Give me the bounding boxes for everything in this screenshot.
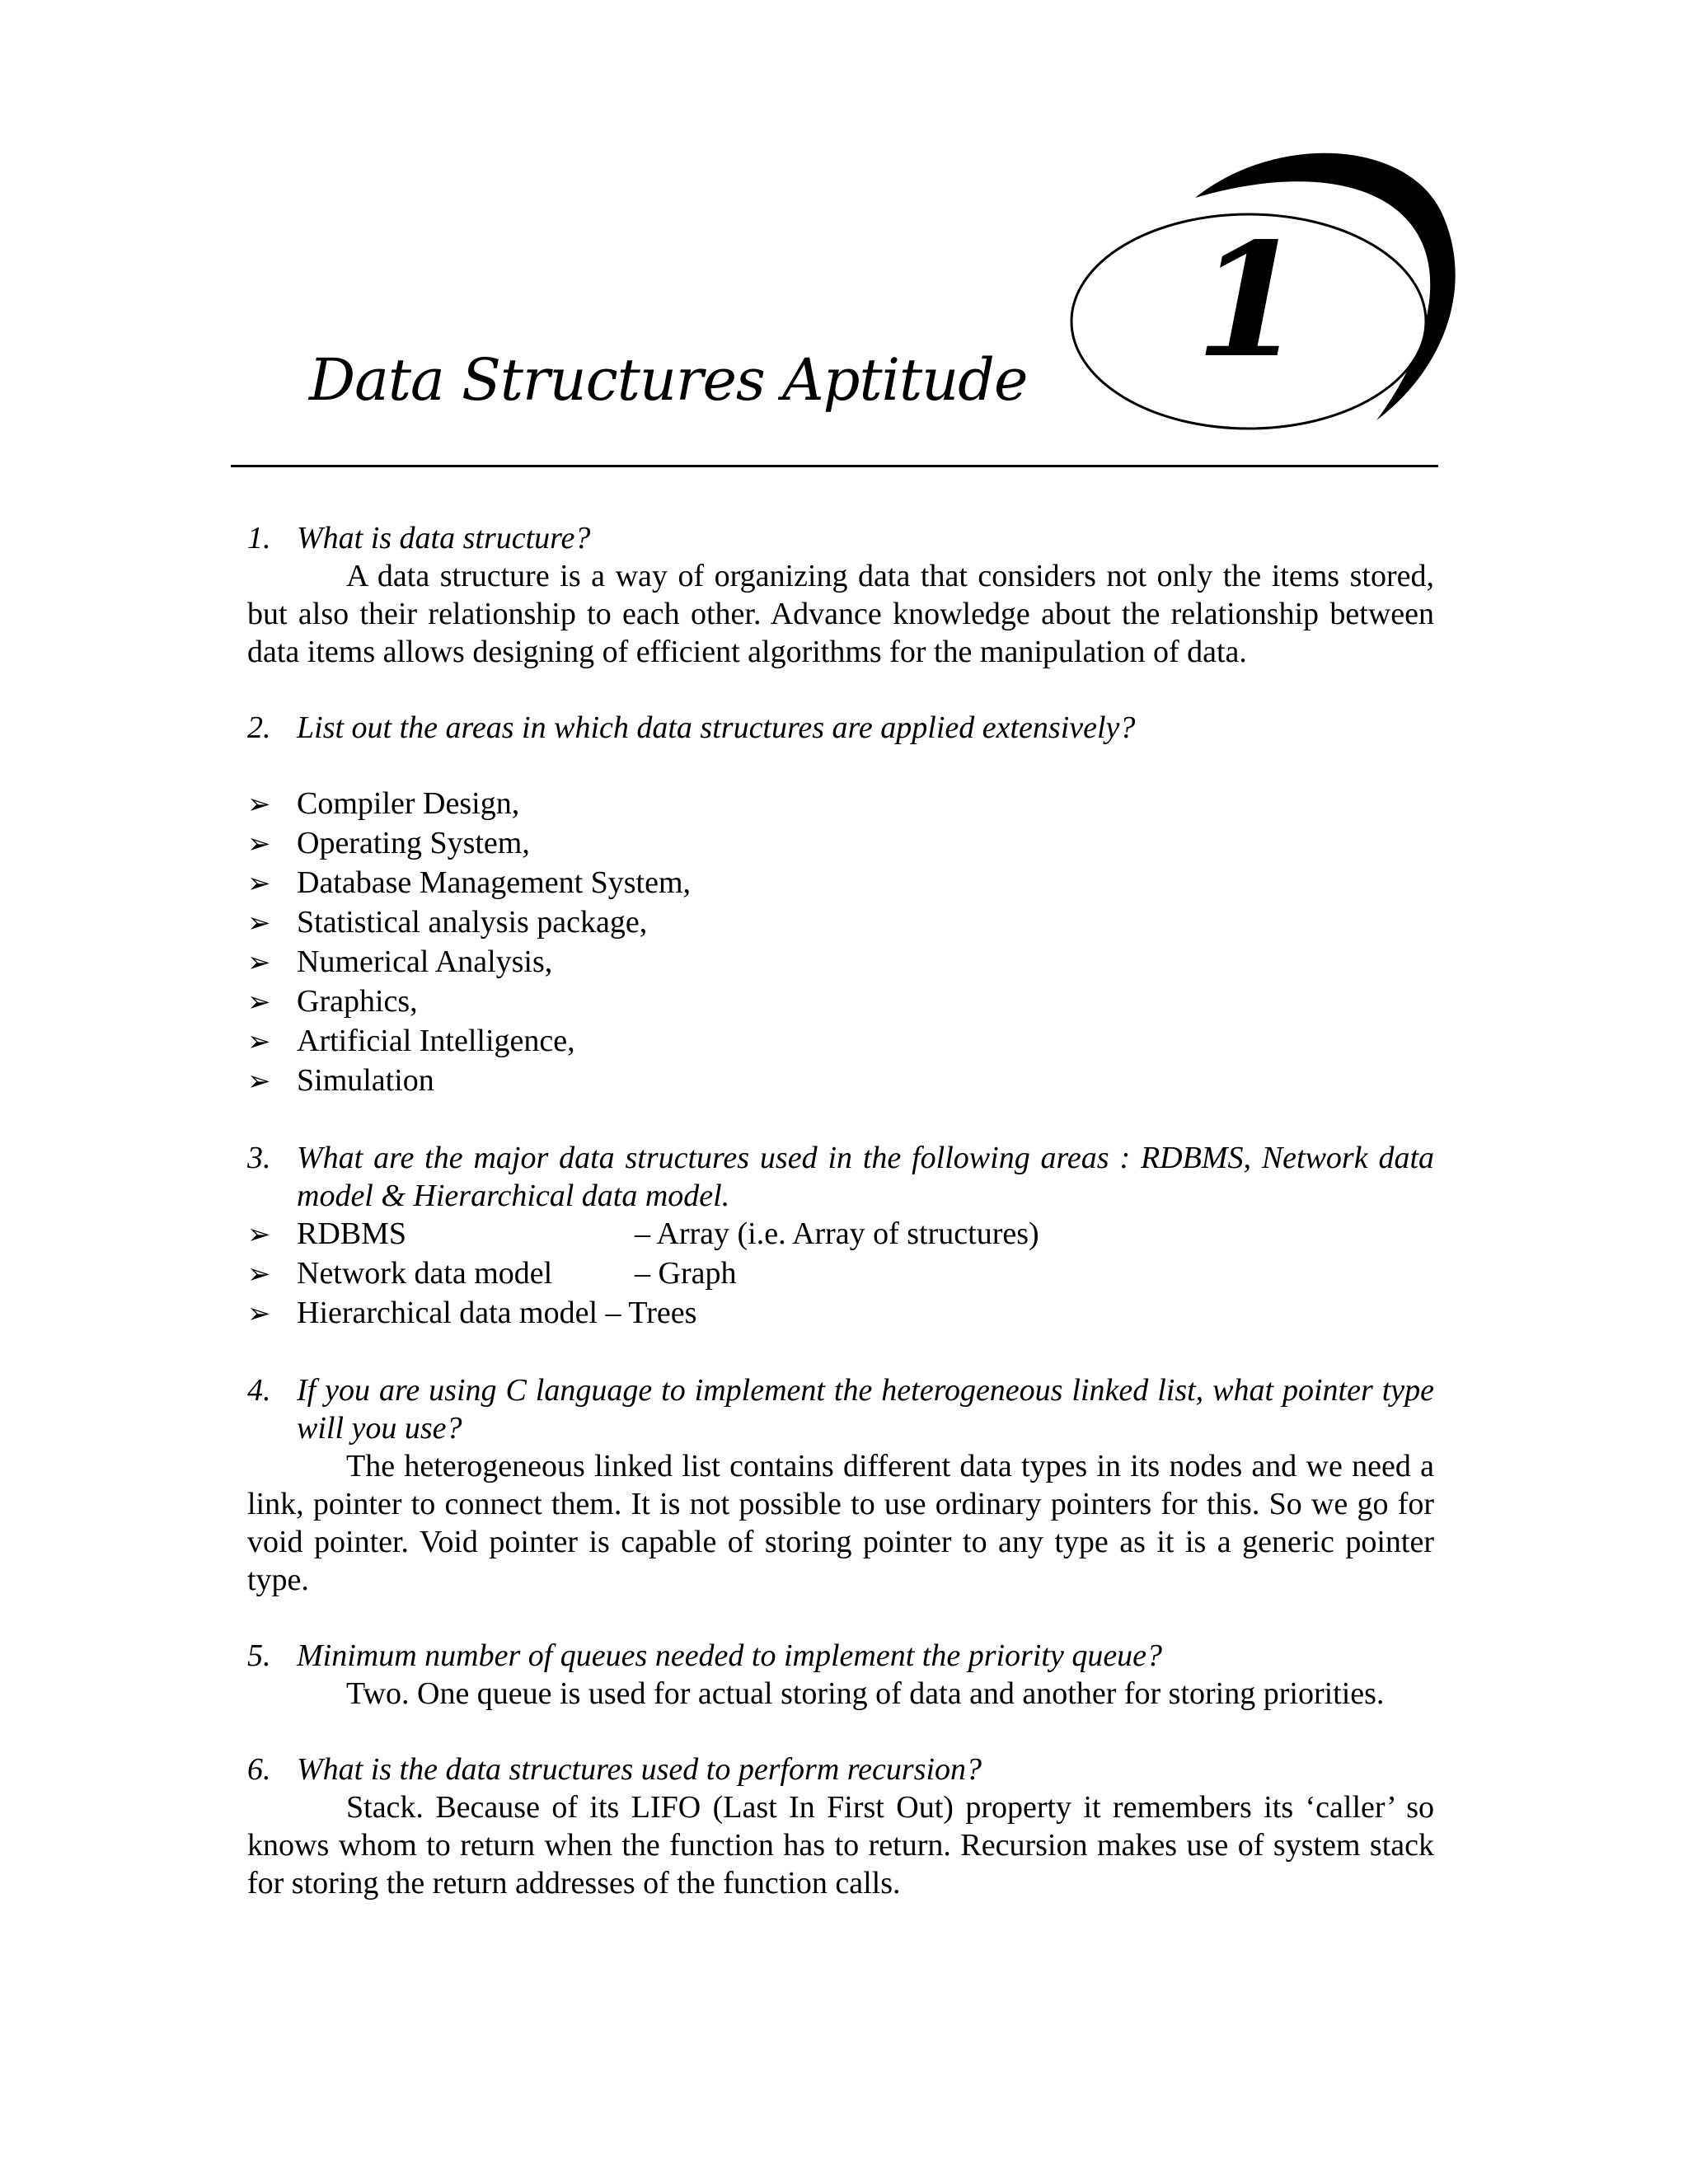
arrow-bullet-icon: ➢ (247, 1220, 271, 1250)
question-number: 3. (247, 1141, 271, 1175)
chapter-title: Data Structures Aptitude (309, 346, 1028, 414)
arrow-bullet-icon: ➢ (247, 1027, 271, 1057)
list-item: ➢ Graphics, (247, 982, 1434, 1022)
question-text: Minimum number of queues needed to implement the priority queue? (297, 1638, 1163, 1673)
question-6 (247, 1750, 1434, 1902)
question-1 (247, 519, 1434, 671)
areas-list (247, 785, 1434, 1101)
list-item: ➢ Statistical analysis package, (247, 903, 1434, 943)
question-5 (247, 1637, 1434, 1713)
arrow-bullet-icon: ➢ (247, 790, 271, 820)
question-number: 2. (247, 710, 271, 745)
list-item: ➢ Database Management System, (247, 864, 1434, 903)
arrow-bullet-icon: ➢ (247, 908, 271, 939)
question-4 (247, 1371, 1434, 1599)
arrow-bullet-icon: ➢ (247, 869, 271, 899)
question-2 (247, 709, 1434, 1101)
list-item: ➢ RDBMS – Array (i.e. Array of structures) (247, 1215, 1434, 1254)
question-text: List out the areas in which data structures are applied extensively? (297, 710, 1136, 745)
question-text: If you are using C language to implement the heterogeneous linked list, what pointer type will you use? (297, 1373, 1434, 1446)
arrow-bullet-icon: ➢ (247, 1066, 271, 1097)
arrow-bullet-icon: ➢ (247, 829, 271, 860)
question-text: What is data structure? (297, 521, 591, 555)
answer-text: A data structure is a way of organizing data that considers not only the items stored, but also their relationship to each other. Advance knowledge about the relationship between data items allows designing of efficient algorithms for the manipulation of data. (247, 559, 1434, 669)
question-text: What is the data structures used to perform recursion? (297, 1752, 982, 1787)
question-number: 1. (247, 521, 271, 555)
question-3 (247, 1139, 1434, 1333)
answer-text: Stack. Because of its LIFO (Last In First Out) property it remembers its ‘caller’ so knows whom to return when the function has to return. Recursion makes use of system stack for storing the return addresses of the function calls. (247, 1790, 1434, 1900)
arrow-bullet-icon: ➢ (247, 987, 271, 1018)
chapter-number: 1 (1195, 209, 1305, 392)
header-divider (231, 465, 1438, 467)
list-item: ➢ Simulation (247, 1062, 1434, 1101)
question-number: 4. (247, 1373, 271, 1408)
list-item: ➢ Hierarchical data model – Trees (247, 1294, 1434, 1333)
content-body (247, 519, 1434, 1940)
question-number: 6. (247, 1752, 271, 1787)
list-item: ➢ Numerical Analysis, (247, 943, 1434, 982)
answer-text: The heterogeneous linked list contains different data types in its nodes and we need a link, pointer to connect them. It is not possible to use ordinary pointers for this. So we go for void pointer. Void pointer is capable of storing pointer to any type as it is a generic pointer type. (247, 1449, 1434, 1597)
list-item: ➢ Network data model – Graph (247, 1254, 1434, 1294)
arrow-bullet-icon: ➢ (247, 1259, 271, 1290)
answer-text: Two. One queue is used for actual storing of data and another for storing priorities. (346, 1676, 1385, 1711)
list-item: ➢ Compiler Design, (247, 785, 1434, 824)
arrow-bullet-icon: ➢ (247, 1299, 271, 1329)
question-text: What are the major data structures used in the following areas : RDBMS, Network data model & Hierarchical data model. (297, 1141, 1434, 1213)
arrow-bullet-icon: ➢ (247, 948, 271, 978)
list-item: ➢ Artificial Intelligence, (247, 1022, 1434, 1062)
list-item: ➢ Operating System, (247, 824, 1434, 864)
structures-list (247, 1215, 1434, 1333)
question-number: 5. (247, 1638, 271, 1673)
